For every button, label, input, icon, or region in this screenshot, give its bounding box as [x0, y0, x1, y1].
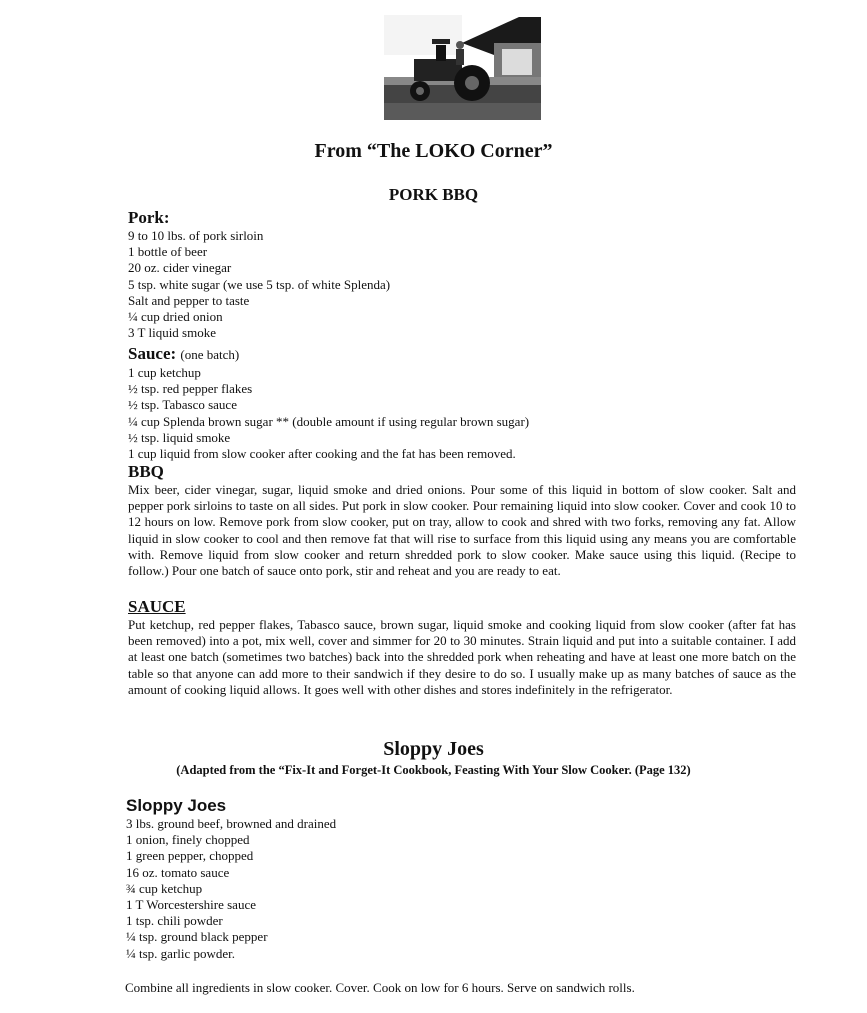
- sauce-batch-note: (one batch): [180, 347, 240, 362]
- sloppy-joes-directions: Combine all ingredients in slow cooker. Cover. Cook on low for 6 hours. Serve on sandwich rolls.: [125, 980, 635, 995]
- pork-item: 5 tsp. white sugar (we use 5 tsp. of white Splenda): [128, 276, 391, 292]
- bbq-section: [128, 462, 796, 579]
- sloppy-joes-item: 1 tsp. chili powder: [126, 913, 223, 929]
- sauce-item: 1 cup ketchup: [128, 365, 201, 380]
- sauce-item: ¼ cup Splenda brown sugar ** (double amount if using regular brown sugar): [128, 413, 530, 429]
- sauce-heading: SAUCE: [128, 597, 186, 616]
- sloppy-joes-item: ¾ cup ketchup: [126, 880, 203, 896]
- pork-item: ¼ cup dried onion: [128, 309, 223, 325]
- sloppy-joes-title: Sloppy Joes: [383, 738, 484, 760]
- sauce-item: 1 cup liquid from slow cooker after cooking and the fat has been removed.: [128, 446, 516, 462]
- sloppy-joes-item: ¼ tsp. ground black pepper: [126, 929, 268, 945]
- pork-item: 1 bottle of beer: [128, 244, 208, 260]
- sauce-ingredients-section: [128, 344, 796, 462]
- sauce-item: ½ tsp. liquid smoke: [128, 429, 231, 445]
- sloppy-joes-source: (Adapted from the “Fix-It and Forget-It Cookbook, Feasting With Your Slow Cooker. (Page 132): [176, 763, 691, 777]
- recipe-title: PORK BBQ: [388, 185, 479, 204]
- sloppy-joes-item: 3 lbs. ground beef, browned and drained: [126, 816, 337, 831]
- sloppy-joes-item: 1 onion, finely chopped: [126, 832, 250, 848]
- tractor-photo-image: [384, 15, 541, 120]
- pork-item: Salt and pepper to taste: [128, 292, 250, 308]
- bbq-instructions: Mix beer, cider vinegar, sugar, liquid smoke and dried onions. Pour some of this liquid in bottom of slow cooker. Salt and pepper pork sirloins to taste on all sides. Put pork in slow cooker. Pour remaining liquid into slow cooker. Cover and cook 10 to 12 hours on low. Remove pork from slow cooker, put on tray, allow to cook and shred with two forks, removing any fat. Allow liquid in slow cooker to cool and then remove fat that will rise to surface from this liquid using any means you are comfortable with. Remove liquid from slow cooker and return shredded pork to slow cooker. Make sauce using this liquid. (Recipe to follow.) Pour one batch of sauce onto pork, stir and reheat and you are ready to eat.: [128, 482, 796, 579]
- sloppy-joes-heading: Sloppy Joes: [126, 796, 227, 815]
- tractor-photo: [384, 15, 541, 120]
- sauce-item: ½ tsp. red pepper flakes: [128, 381, 253, 397]
- pork-item: 20 oz. cider vinegar: [128, 260, 232, 276]
- sloppy-joes-item: 16 oz. tomato sauce: [126, 864, 230, 880]
- bbq-heading: BBQ: [128, 462, 164, 481]
- sloppy-joes-item: 1 green pepper, chopped: [126, 848, 254, 864]
- page-title: From “The LOKO Corner”: [314, 140, 553, 162]
- sauce-ingredients-heading: [128, 344, 796, 365]
- sloppy-joes-item: 1 T Worcestershire sauce: [126, 897, 256, 913]
- pork-heading: Pork:: [128, 208, 170, 227]
- pork-section: [128, 208, 796, 341]
- pork-item: 9 to 10 lbs. of pork sirloin: [128, 228, 264, 243]
- sauce-ingredients-heading-label: Sauce:: [128, 344, 177, 363]
- sauce-instructions: Put ketchup, red pepper flakes, Tabasco sauce, brown sugar, liquid smoke and cooking liquid from slow cooker (after fat has been removed) into a pot, mix well, cover and simmer for 20 to 30 minutes. Strain liquid and put into a suitable container. I add at least one batch (sometimes two batches) back into the shredded pork when reheating and have at least one more batch on the table so that anyone can add more to their sandwich if they desire to do so. I usually make up as many batches of sauce as the amount of cooking liquid allows. It goes well with other dishes and stores indefinitely in the refrigerator.: [128, 617, 796, 697]
- sloppy-joes-item: ¼ tsp. garlic powder.: [126, 945, 236, 961]
- pork-item: 3 T liquid smoke: [128, 325, 216, 341]
- sauce-section: [128, 597, 796, 698]
- sauce-item: ½ tsp. Tabasco sauce: [128, 397, 237, 413]
- sloppy-joes-ingredients: [126, 796, 794, 962]
